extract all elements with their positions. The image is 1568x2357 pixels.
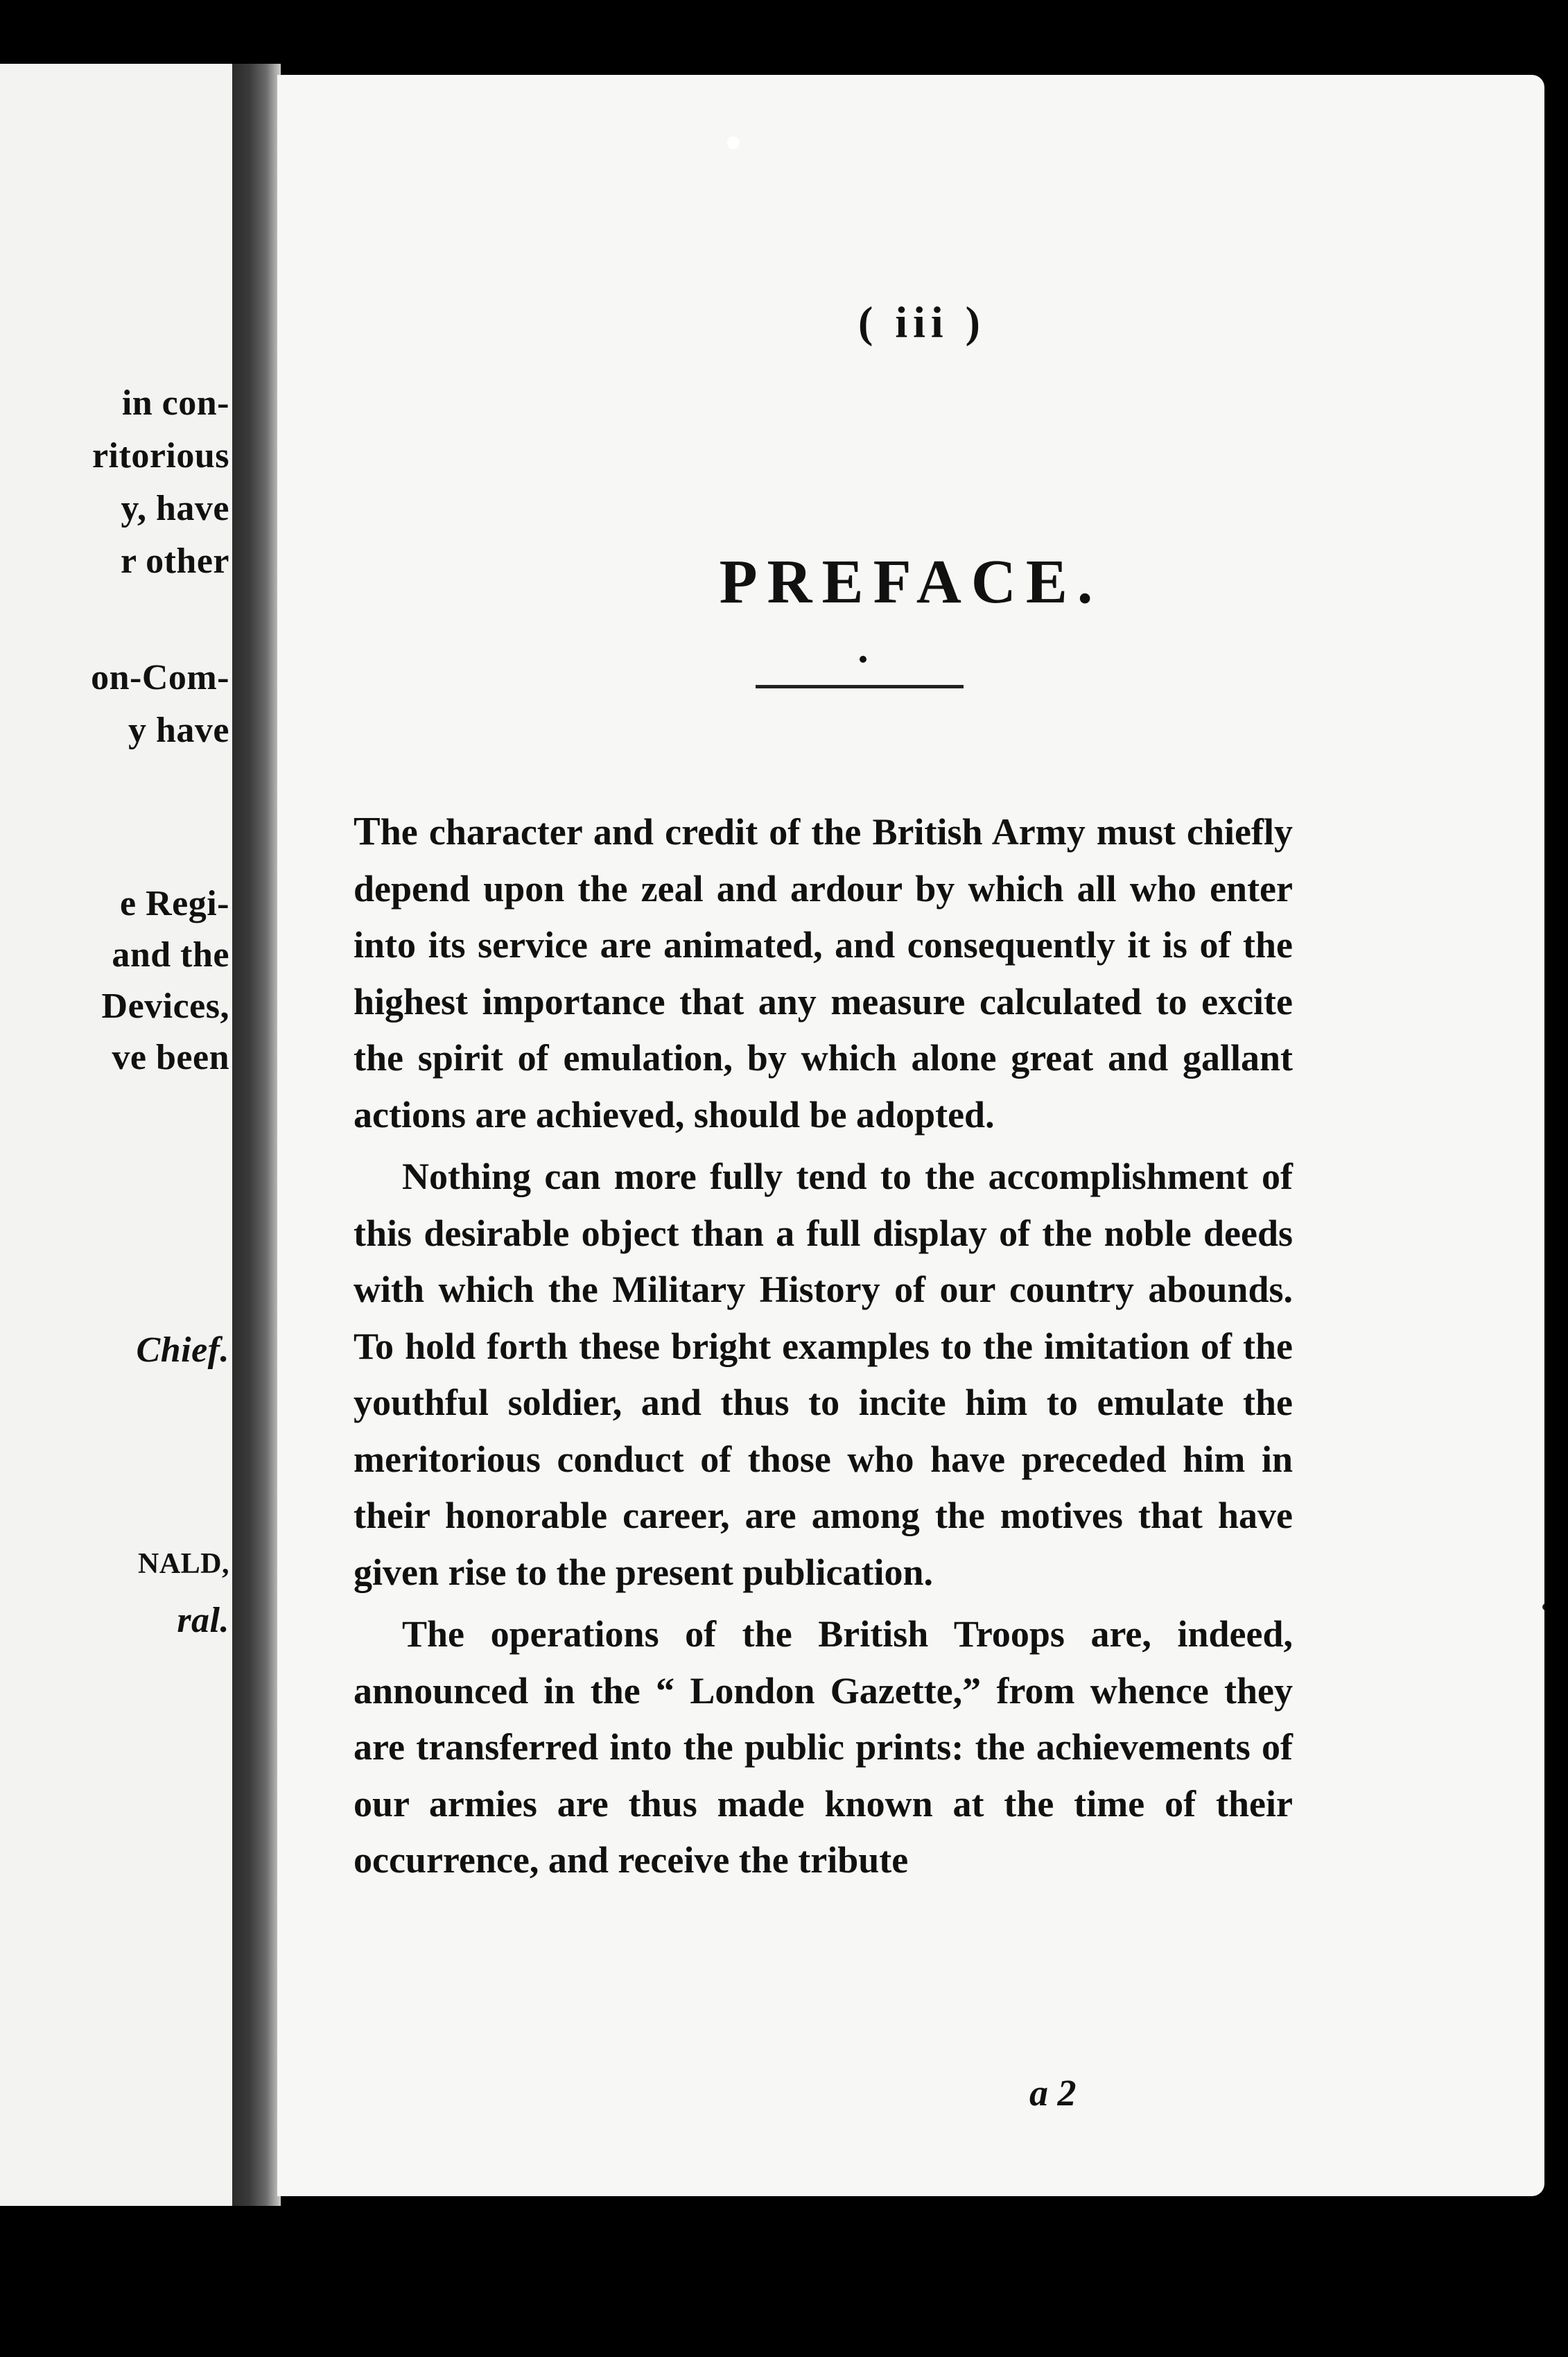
page-number: ( iii ): [858, 297, 986, 347]
left-page-line: ve been: [112, 1038, 229, 1077]
signature-mark: a 2: [1029, 2072, 1077, 2114]
left-page-line: Chief.: [136, 1330, 229, 1370]
left-page-line: ral.: [177, 1601, 229, 1640]
page-title: PREFACE.: [719, 548, 1103, 616]
left-page-line: e Regi-: [120, 884, 229, 923]
left-page-line: and the: [112, 935, 229, 975]
left-page-line: ritorious: [92, 436, 229, 476]
paragraph: The character and credit of the British Army must chiefly depend upon the zeal and ardour by which all who enter into its service are animated, and consequently it is of the highest importance that any measure calculated to excite the spirit of emulation, by which alone great and gallant actions are achieved, should be adopted.: [354, 808, 1293, 1136]
previous-page-fragment: [0, 64, 239, 2206]
book-page: [277, 75, 1544, 2196]
left-page-line: y have: [128, 711, 229, 750]
left-page-line: in con-: [121, 383, 229, 423]
paragraph: The operations of the British Troops are, indeed, announced in the “ London Gazette,” from whence they are transferred into the public prints: the achievements of our armies are thus made known at the time of their occurrence, and receive the tribute: [354, 1613, 1293, 1881]
left-page-line: y, have: [121, 489, 229, 528]
book-gutter: [232, 64, 281, 2206]
paragraph: Nothing can more fully tend to the accomplishment of this desirable object than a full display of the noble deeds with which the Military History of our country abounds. To hold forth these bright examples to the imitation of the youthful soldier, and thus to incite him to emulate the meritorious conduct of those who have preceded him in their honorable career, are among the motives that have given rise to the present publication.: [354, 1156, 1293, 1593]
left-page-line: Devices,: [101, 986, 229, 1026]
left-page-line: on-Com-: [91, 658, 229, 697]
left-page-line: r other: [120, 541, 229, 581]
paper-specks: [277, 75, 1544, 2196]
left-page-line: NALD,: [137, 1548, 229, 1580]
